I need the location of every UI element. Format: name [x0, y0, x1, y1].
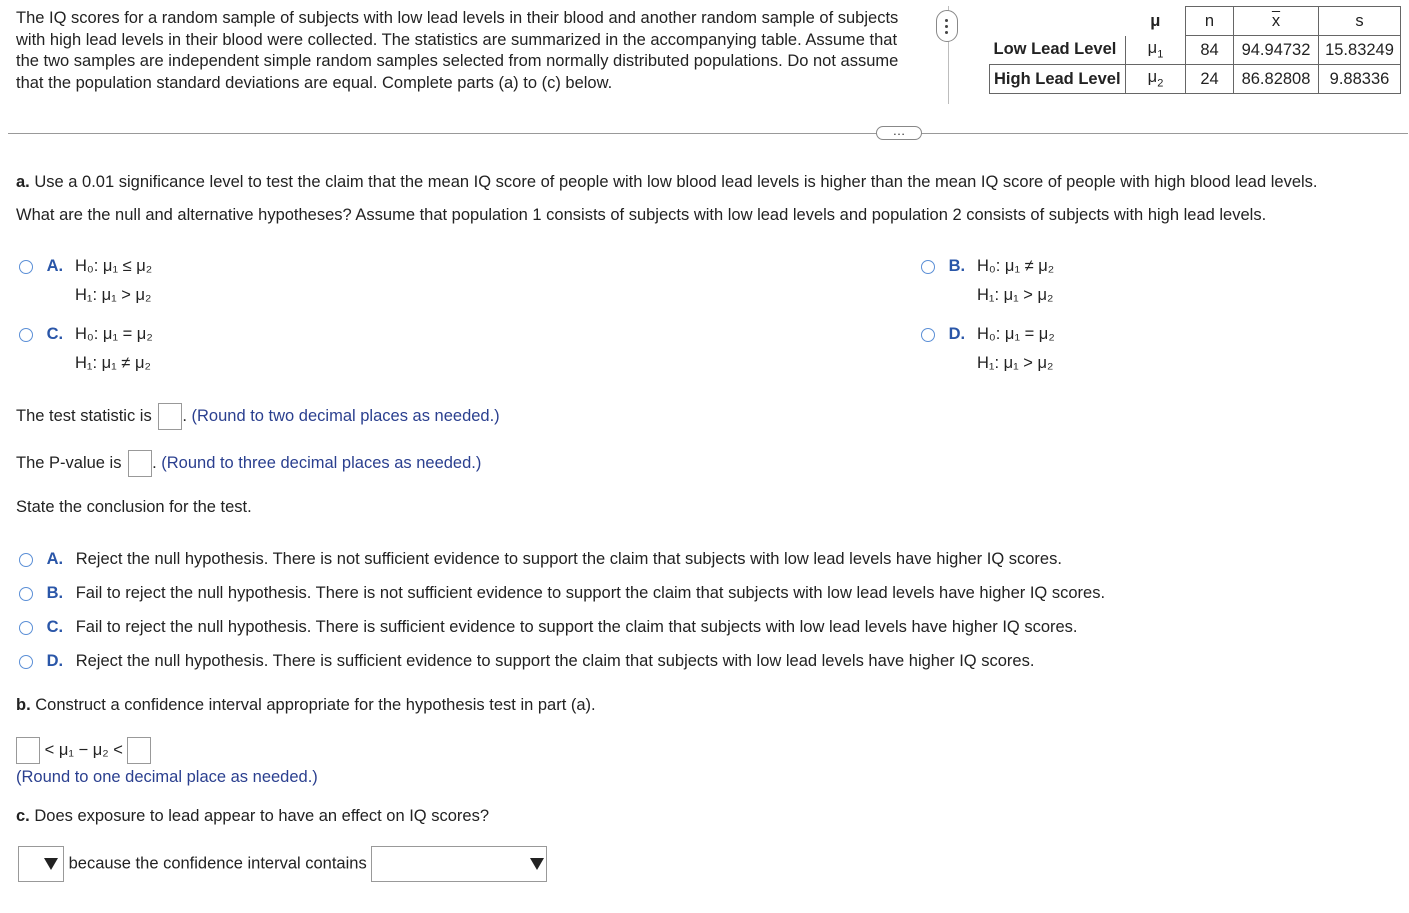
table-row — [990, 65, 1401, 94]
part-a-subquestion: What are the null and alternative hypotheses? Assume that population 1 consists of subjects with low lead levels and population 2 consists of subjects with high lead levels. — [16, 206, 1267, 224]
conclusion-option-b[interactable]: B. Fail to reject the null hypothesis. There is not sufficient evidence to support the claim that subjects with low lead levels have higher IQ scores. — [19, 584, 1105, 603]
conclusion-option-d[interactable]: D. Reject the null hypothesis. There is sufficient evidence to support the claim that subjects with low lead levels have higher IQ scores. — [19, 652, 1034, 671]
conclusion-label: State the conclusion for the test. — [16, 498, 252, 516]
chevron-down-icon — [530, 858, 544, 870]
pvalue-input[interactable] — [128, 450, 152, 477]
hypothesis-a-h0: H₀: μ₁ ≤ μ₂ — [75, 257, 153, 275]
ci-lower-input[interactable] — [16, 737, 40, 764]
row-mu-high: $\mu_2$ — [1126, 65, 1186, 94]
table-header-blank — [990, 7, 1126, 36]
part-b-hint: (Round to one decimal place as needed.) — [16, 768, 318, 786]
table-header-mu: μ — [1150, 11, 1161, 30]
expand-collapse-icon[interactable]: … — [876, 126, 922, 140]
radio-button[interactable] — [921, 328, 935, 342]
hypothesis-c-h1: H₁: μ₁ ≠ μ₂ — [75, 354, 151, 372]
part-a-question: a. Use a 0.01 significance level to test the claim that the mean IQ score of people with low blood lead levels is higher than the mean IQ score of people with high blood lead levels. — [16, 173, 1318, 191]
problem-intro: The IQ scores for a random sample of subjects with low lead levels in their blood and another random sample of subjects with high lead levels in their blood were collected. The statistics are summarized in the accompanying table. Assume that the two samples are independent simple random samples selected from normally distributed populations. Do not assume that the population standard deviations are equal. Complete parts (a) to (c) below. — [16, 9, 899, 92]
row-n-high: 24 — [1186, 65, 1234, 94]
table-header-n: n — [1186, 7, 1234, 36]
panel-resize-handle[interactable] — [932, 10, 962, 42]
ci-upper-input[interactable] — [127, 737, 151, 764]
ci-contains-dropdown[interactable] — [371, 846, 547, 882]
row-label-high: High Lead Level — [990, 65, 1126, 94]
table-header-row — [990, 7, 1401, 36]
horizontal-divider — [8, 133, 1408, 134]
row-label-low: Low Lead Level — [990, 36, 1126, 65]
row-s-high: 9.88336 — [1319, 65, 1401, 94]
hypothesis-b-h1: H₁: μ₁ > μ₂ — [977, 286, 1054, 304]
hypothesis-option-c[interactable]: C. — [19, 325, 63, 344]
hypothesis-d-h1: H₁: μ₁ > μ₂ — [977, 354, 1054, 372]
hypothesis-d-h0: H₀: μ₁ = μ₂ — [977, 325, 1055, 343]
radio-button[interactable] — [19, 621, 33, 635]
row-s-low: 15.83249 — [1319, 36, 1401, 65]
radio-button[interactable] — [19, 655, 33, 669]
radio-button[interactable] — [921, 260, 935, 274]
row-xbar-low: 94.94732 — [1234, 36, 1319, 65]
radio-button[interactable] — [19, 587, 33, 601]
radio-button[interactable] — [19, 328, 33, 342]
hypothesis-c-h0: H₀: μ₁ = μ₂ — [75, 325, 153, 343]
row-n-low: 84 — [1186, 36, 1234, 65]
confidence-interval-line: < μ₁ − μ₂ < — [16, 737, 151, 764]
hypothesis-option-b[interactable]: B. — [921, 257, 965, 276]
table-header-s: s — [1319, 7, 1401, 36]
radio-button[interactable] — [19, 260, 33, 274]
radio-button[interactable] — [19, 553, 33, 567]
conclusion-option-c[interactable]: C. Fail to reject the null hypothesis. There is sufficient evidence to support the claim that subjects with low lead levels have higher IQ scores. — [19, 618, 1078, 637]
part-b-question: b. Construct a confidence interval appropriate for the hypothesis test in part (a). — [16, 696, 596, 714]
hypothesis-option-a[interactable]: A. — [19, 257, 63, 276]
row-xbar-high: 86.82808 — [1234, 65, 1319, 94]
part-c-answer-line: because the confidence interval contains — [18, 846, 547, 882]
test-statistic-input[interactable] — [158, 403, 182, 430]
hypothesis-a-h1: H₁: μ₁ > μ₂ — [75, 286, 152, 304]
test-statistic-line: The test statistic is . (Round to two decimal places as needed.) — [16, 403, 500, 430]
part-c-question: c. Does exposure to lead appear to have an effect on IQ scores? — [16, 807, 490, 825]
hypothesis-option-d[interactable]: D. — [921, 325, 965, 344]
chevron-down-icon — [44, 858, 58, 870]
effect-dropdown[interactable] — [18, 846, 64, 882]
row-mu-low: $\mu_1$ — [1126, 36, 1186, 65]
table-row — [990, 36, 1401, 65]
table-header-xbar: $\overline{x}$ — [1234, 7, 1319, 36]
hypothesis-b-h0: H₀: μ₁ ≠ μ₂ — [977, 257, 1055, 275]
pvalue-line: The P-value is . (Round to three decimal places as needed.) — [16, 450, 481, 477]
statistics-table — [989, 6, 1401, 94]
conclusion-option-a[interactable]: A. Reject the null hypothesis. There is not sufficient evidence to support the claim that subjects with low lead levels have higher IQ scores. — [19, 550, 1062, 569]
